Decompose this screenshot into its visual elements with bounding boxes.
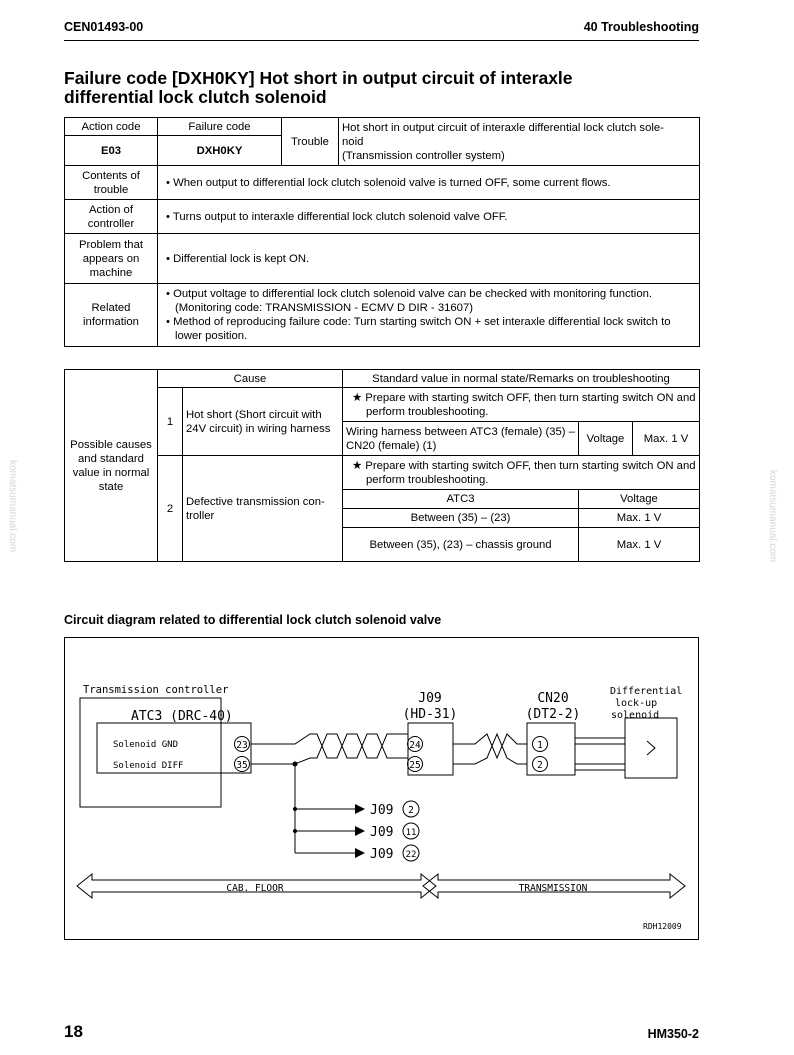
pin-2-label: 2 (537, 760, 543, 771)
branch-pin-11-label: 11 (405, 828, 417, 838)
branch-arrow-2 (355, 826, 365, 836)
action-text (158, 200, 700, 234)
wire-25 (453, 734, 527, 764)
atc3-label: ATC3 (DRC-40) (131, 709, 233, 724)
page-title-line2: differential lock clutch solenoid (64, 87, 327, 107)
trouble-text-3: (Transmission controller system) (342, 149, 505, 162)
model-name: HM350-2 (647, 1027, 699, 1041)
circuit-diagram-svg (65, 638, 700, 941)
solenoid-box (625, 718, 677, 778)
cause2-col2-header: Voltage (579, 490, 700, 509)
branch-arrow-3 (355, 848, 365, 858)
junction-dot-2 (293, 807, 297, 811)
contents-label: Contents of trouble (65, 166, 158, 200)
action-bullet: • Turns output to interaxle differential lock clutch solenoid valve OFF. (166, 210, 508, 223)
page-number: 18 (64, 1022, 83, 1041)
branch-pin-22-label: 22 (405, 850, 417, 860)
cause1-voltage-value: Max. 1 V (633, 422, 700, 456)
wire-23 (251, 734, 408, 758)
cause2-row1-b: Max. 1 V (579, 509, 700, 528)
header-rule (64, 40, 699, 41)
cause-header: Cause (158, 370, 343, 388)
sol-diff-label: Solenoid DIFF (113, 761, 184, 771)
related-label: Related information (65, 284, 158, 347)
watermark-right: komatsumanual.com (767, 470, 778, 563)
lockup-label: lock-up (615, 698, 658, 709)
cause2-row1-a: Between (35) – (23) (343, 509, 579, 528)
cn20-label: CN20 (537, 691, 569, 706)
cause1-text: Hot short (Short circuit with 24V circuit) in wiring harness (183, 388, 343, 456)
problem-text (158, 234, 700, 284)
trouble-text-2: noid (342, 135, 364, 148)
watermark-left: komatsumanual.com (7, 460, 18, 553)
causes-table (64, 369, 700, 562)
cab-floor-label: CAB. FLOOR (226, 883, 284, 894)
failure-code-header: Failure code (158, 118, 282, 136)
cause1-voltage-label: Voltage (579, 422, 633, 456)
standard-header: Standard value in normal state/Remarks on troubleshooting (343, 370, 700, 388)
branch-2-label: J09 (370, 825, 394, 840)
solenoid-coil (647, 741, 655, 755)
transmission-label: TRANSMISSION (518, 883, 588, 894)
action-code-header: Action code (65, 118, 158, 136)
junction-dot (293, 762, 298, 767)
branch-3-label: J09 (370, 847, 394, 862)
failure-info-table (64, 117, 700, 347)
page-title (64, 69, 704, 107)
contents-text (158, 166, 700, 200)
controller-label: Transmission controller (83, 684, 229, 696)
causes-left-label: Possible causes and standard value in normal state (65, 370, 158, 562)
cause2-row2-b: Max. 1 V (579, 528, 700, 562)
action-label: Action of controller (65, 200, 158, 234)
related-bullet-1: • Output voltage to differential lock clutch solenoid valve can be checked with monitoring function. (Monitoring code: TRANSMISSION - ECMV D DIR - 31607) (166, 288, 653, 314)
branch-arrow-1 (355, 804, 365, 814)
figure-ref: RDH12009 (643, 922, 682, 931)
solenoid-label: solenoid (611, 710, 660, 721)
cause2-number: 2 (158, 456, 183, 562)
j09-type-label: (HD-31) (402, 707, 458, 722)
problem-label: Problem that appears on machine (65, 234, 158, 284)
junction-dot-3 (293, 829, 297, 833)
pin-1-label: 1 (537, 740, 543, 751)
section-title: 40 Troubleshooting (583, 20, 699, 34)
circuit-diagram (64, 637, 699, 940)
cause1-star: ★ Prepare with starting switch OFF, then turn starting switch ON and perform troubleshooting. (343, 388, 700, 422)
trouble-header: Trouble (282, 118, 339, 166)
cause2-text: Defective transmission con-troller (183, 456, 343, 562)
related-bullet-2: • Method of reproducing failure code: Turn starting switch ON + set interaxle differential lock switch to lower position. (166, 316, 671, 342)
sol-gnd-label: Solenoid GND (113, 740, 179, 750)
trouble-text-1: Hot short in output circuit of interaxle differential lock clutch sole- (342, 121, 664, 134)
cause2-star: ★ Prepare with starting switch OFF, then turn starting switch ON and perform troubleshooting. (343, 456, 700, 490)
pin-25-label: 25 (409, 760, 421, 771)
cause1-check: Wiring harness between ATC3 (female) (35) – CN20 (female) (1) (343, 422, 579, 456)
related-text (158, 284, 700, 347)
wire-24 (453, 734, 527, 758)
branch-pin-2-label: 2 (408, 805, 414, 816)
action-code-value: E03 (65, 136, 158, 166)
problem-bullet: • Differential lock is kept ON. (166, 252, 310, 265)
cn20-type-label: (DT2-2) (525, 707, 581, 722)
page-title-line1: Failure code [DXH0KY] Hot short in output circuit of interaxle (64, 68, 573, 88)
pin-35-label: 35 (236, 760, 248, 771)
j09-label: J09 (418, 691, 442, 706)
contents-bullet: • When output to differential lock clutch solenoid valve is turned OFF, some current flows. (166, 176, 611, 189)
branch-1-label: J09 (370, 803, 394, 818)
doc-code: CEN01493-00 (64, 20, 144, 34)
diagram-title: Circuit diagram related to differential lock clutch solenoid valve (64, 613, 442, 627)
failure-code-value: DXH0KY (158, 136, 282, 166)
cause2-col1-header: ATC3 (343, 490, 579, 509)
pin-24-label: 24 (409, 740, 421, 751)
differential-label: Differential (610, 686, 683, 697)
cause1-number: 1 (158, 388, 183, 456)
pin-23-label: 23 (236, 740, 248, 751)
cause2-row2-a: Between (35), (23) – chassis ground (343, 528, 579, 562)
trouble-description (339, 118, 700, 166)
wire-35 (251, 734, 408, 764)
